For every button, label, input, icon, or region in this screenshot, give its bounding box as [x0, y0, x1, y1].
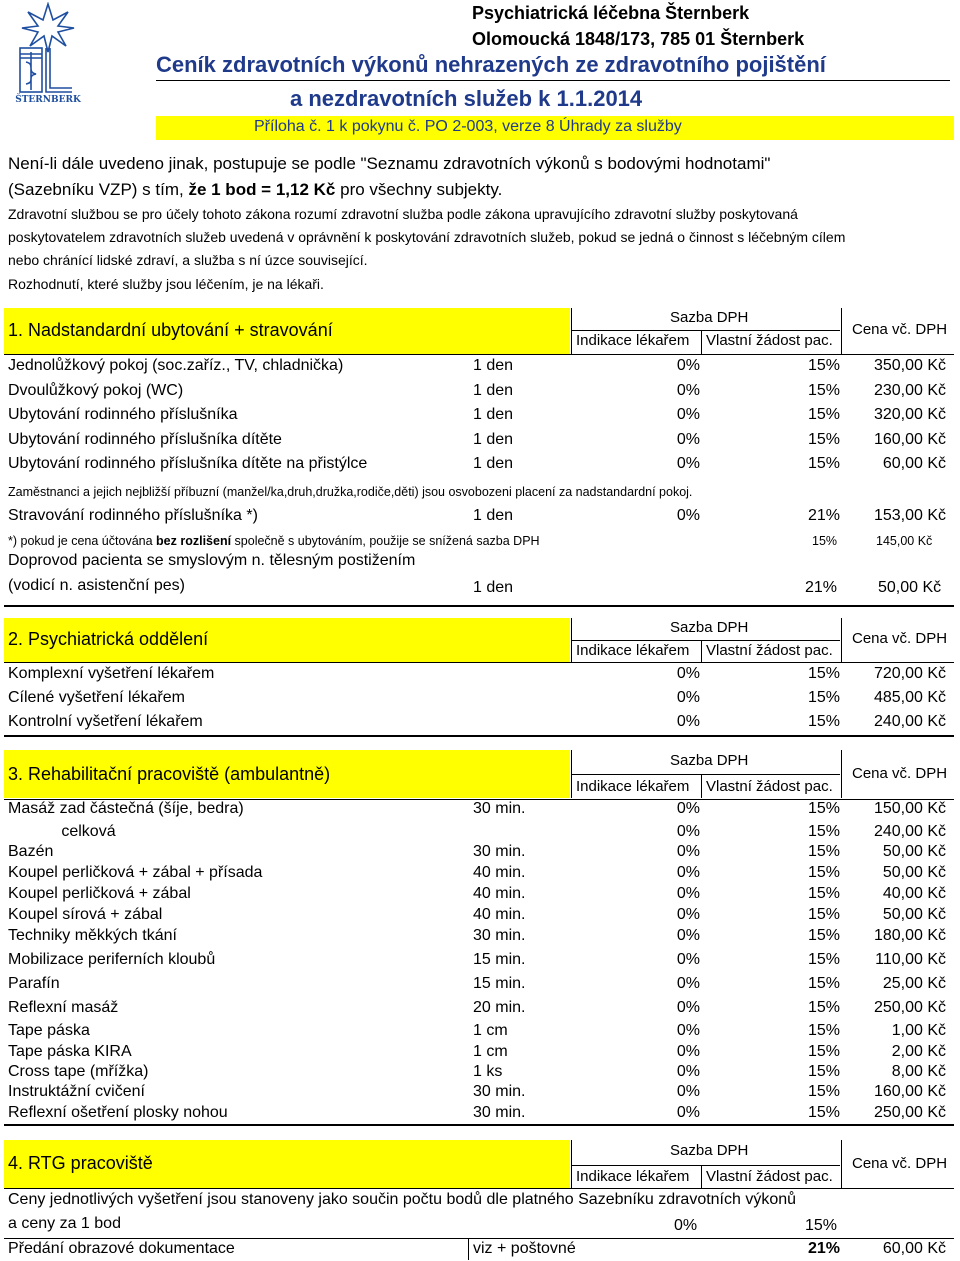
cell-vat1: 0%: [676, 455, 700, 472]
cell-vat2: 15%: [807, 975, 840, 992]
own-request-header: Vlastní žádost pac.: [706, 332, 833, 349]
vat-header: Sazba DPH: [670, 1142, 749, 1159]
cell-vat2: 15%: [807, 999, 840, 1016]
cell-price: 1,00 Kč: [891, 1022, 946, 1039]
table-row: Stravování rodinného příslušníka *) 1 den 0% 21% 153,00 Kč: [8, 507, 946, 524]
cell-price: 50,00 Kč: [882, 906, 946, 923]
cell-name: Ubytování rodinného příslušníka: [8, 406, 238, 423]
cell-name: Masáž zad částečná (šíje, bedra): [8, 800, 244, 817]
meal-note: *) pokud je cena účtována bez rozlišení společně s ubytováním, použije se snížená sazba DPH: [8, 534, 540, 548]
vat-header: Sazba DPH: [670, 309, 749, 326]
escort-price: 50,00 Kč: [878, 579, 942, 596]
cell-name: Kontrolní vyšetření lékařem: [8, 713, 203, 730]
cell-unit: 1 cm: [473, 1022, 508, 1039]
cell-price: 8,00 Kč: [891, 1063, 946, 1080]
cell-vat1: 0%: [676, 927, 700, 944]
cell-name: Dvoulůžkový pokoj (WC): [8, 381, 184, 399]
section2-title: 2. Psychiatrická oddělení: [8, 629, 209, 649]
cell-vat1: 0%: [676, 885, 700, 902]
cell-name: Techniky měkkých tkání: [8, 927, 177, 944]
cell-vat1: 0%: [676, 1104, 700, 1121]
cell-vat2: 15%: [807, 689, 840, 706]
cell-name: Koupel perličková + zábal: [8, 885, 191, 902]
cell-vat2: 15%: [807, 1083, 840, 1100]
cell-name: Ubytování rodinného příslušníka dítěte na přistýlce: [8, 455, 368, 472]
cell-vat2: 15%: [807, 381, 840, 399]
table-row: [8, 996, 948, 1020]
page-title: Ceník zdravotních výkonů nehrazených ze zdravotního pojištění: [156, 52, 826, 77]
cell-vat2: 15%: [807, 1104, 840, 1121]
cell-name: Koupel perličková + zábal + přísada: [8, 864, 263, 881]
cell-vat1: 0%: [676, 843, 700, 860]
cell-unit: 15 min.: [473, 951, 526, 968]
cell-vat1: 0%: [676, 1063, 700, 1080]
cell-unit: 30 min.: [473, 1104, 526, 1121]
cell-unit: 40 min.: [473, 906, 526, 923]
cell-vat1: 0%: [676, 381, 700, 399]
cell-name: Parafín: [8, 975, 60, 992]
page-subtitle: a nezdravotních služeb k 1.1.2014: [290, 86, 643, 111]
cell-name: Reflexní ošetření plosky nohou: [8, 1104, 228, 1121]
cell-vat1: 0%: [676, 800, 700, 817]
cell-price: 150,00 Kč: [873, 800, 946, 817]
cell-vat1: 0%: [676, 951, 700, 968]
org-address: Olomoucká 1848/173, 785 01 Šternberk: [472, 29, 805, 49]
cell-vat2: 15%: [807, 1063, 840, 1080]
table-row: [8, 354, 948, 378]
intro-line-5: nebo chránící lidské zdraví, a služba s ní úzce související.: [8, 252, 368, 268]
cell-vat2: 15%: [807, 800, 840, 817]
cell-price: 720,00 Kč: [873, 665, 946, 682]
cell-price: 250,00 Kč: [873, 1104, 946, 1121]
cell-price: 250,00 Kč: [873, 999, 946, 1016]
intro-line-6: Rozhodnutí, které služby jsou léčením, je na lékaři.: [8, 276, 324, 292]
cell-vat1: 0%: [676, 999, 700, 1016]
escort-line-1: Doprovod pacienta se smyslovým n. tělesným postižením: [8, 552, 416, 569]
cell-vat2: 15%: [807, 665, 840, 682]
cell-name: Tape páska: [8, 1022, 90, 1039]
own-request-header: Vlastní žádost pac.: [706, 642, 833, 659]
cell-name: Mobilizace periferních kloubů: [8, 951, 216, 968]
table-row: [8, 428, 948, 452]
cell-vat1: 0%: [676, 864, 700, 881]
cell-unit: 1 den: [473, 455, 514, 472]
cell-vat1: 0%: [676, 665, 700, 682]
cell-unit: 40 min.: [473, 885, 526, 902]
logo-text: ŠTERNBERK: [15, 95, 81, 105]
cell-vat2: 15%: [807, 455, 840, 472]
cell-vat2: 15%: [807, 357, 840, 374]
cell-name: Bazén: [8, 843, 54, 860]
cell-name: celková: [8, 823, 116, 840]
cell-vat1: 0%: [676, 406, 700, 423]
table-row: [8, 924, 948, 948]
intro-line-3: Zdravotní službou se pro účely tohoto zákona rozumí zdravotní služba podle zákona upravujícího zdravotní služby poskytovaná: [8, 206, 798, 222]
meal-note-vat: 15%: [812, 534, 838, 548]
table-row: Předání obrazové dokumentace viz + poštovné 21% 60,00 Kč: [8, 1240, 946, 1257]
cell-vat1: 0%: [676, 1022, 700, 1039]
vat-header: Sazba DPH: [670, 752, 749, 769]
cell-unit: 15 min.: [473, 975, 526, 992]
table-row: [8, 403, 948, 427]
price-header: Cena vč. DPH: [852, 321, 948, 338]
employees-note: Zaměstnanci a jejich nejbližší příbuzní (manžel/ka,druh,družka,rodiče,děti) jsou osvobozeni placení za nadstandardní pokoj.: [8, 485, 693, 499]
table-row: [8, 686, 948, 710]
rtg-note-line-1: Ceny jednotlivých vyšetření jsou stanoveny jako součin počtu bodů dle platného Sazebníku zdravotních výkonů: [8, 1191, 797, 1208]
table-row: [8, 710, 948, 734]
cell-vat1: 0%: [676, 1043, 700, 1060]
hospital-logo-icon: [8, 2, 88, 106]
cell-unit: 30 min.: [473, 1083, 526, 1100]
org-name: Psychiatrická léčebna Šternberk: [472, 3, 750, 23]
cell-vat2: 15%: [807, 864, 840, 881]
cell-vat2: 15%: [807, 885, 840, 902]
cell-unit: 1 cm: [473, 1043, 508, 1060]
own-request-header: Vlastní žádost pac.: [706, 1168, 833, 1185]
table-row: [8, 1101, 948, 1125]
indication-header: Indikace lékařem: [576, 1168, 690, 1185]
cell-vat2: 15%: [807, 1043, 840, 1060]
cell-name: Cross tape (mřížka): [8, 1063, 149, 1080]
cell-price: 160,00 Kč: [873, 1083, 946, 1100]
cell-vat2: 15%: [807, 713, 840, 730]
cell-price: 50,00 Kč: [882, 843, 946, 860]
price-header: Cena vč. DPH: [852, 765, 948, 782]
cell-price: 240,00 Kč: [873, 713, 946, 730]
cell-vat1: 0%: [676, 975, 700, 992]
cell-price: 50,00 Kč: [882, 864, 946, 881]
table-row: [8, 662, 948, 686]
cell-unit: 1 den: [473, 357, 514, 374]
section1-title: 1. Nadstandardní ubytování + stravování: [8, 320, 333, 340]
cell-vat2: 15%: [807, 430, 840, 448]
cell-price: 40,00 Kč: [882, 885, 946, 902]
cell-price: 350,00 Kč: [873, 357, 946, 374]
intro-line-4: poskytovatelem zdravotních služeb uvedená v oprávnění k poskytování zdravotních služeb, pokud se jedná o činnost s léčebným cílem: [8, 229, 846, 245]
cell-unit: 1 den: [473, 406, 514, 423]
cell-price: 110,00 Kč: [875, 951, 946, 968]
rtg-note-vat2: 15%: [805, 1217, 838, 1234]
vat-header: Sazba DPH: [670, 619, 749, 636]
escort-unit: 1 den: [473, 579, 514, 596]
own-request-header: Vlastní žádost pac.: [706, 778, 833, 795]
cell-name: Koupel sírová + zábal: [8, 906, 163, 923]
cell-vat1: 0%: [676, 713, 700, 730]
escort-vat: 21%: [805, 579, 838, 596]
table-row: [8, 972, 948, 996]
cell-vat2: 15%: [807, 1022, 840, 1039]
cell-price: 2,00 Kč: [891, 1043, 946, 1060]
cell-price: 60,00 Kč: [882, 455, 946, 472]
appendix-text: Příloha č. 1 k pokynu č. PO 2-003, verze 8 Úhrady za služby: [254, 118, 682, 135]
intro-line-1: Není-li dále uvedeno jinak, postupuje se podle "Seznamu zdravotních výkonů s bodovými hodnotami": [8, 154, 771, 173]
cell-unit: 20 min.: [473, 999, 526, 1016]
cell-name: Jednolůžkový pokoj (soc.zaříz., TV, chladnička): [8, 357, 344, 374]
intro-line-2: (Sazebníku VZP) s tím, že 1 bod = 1,12 Kč pro všechny subjekty.: [8, 180, 503, 199]
cell-vat1: 0%: [676, 906, 700, 923]
cell-unit: 1 den: [473, 381, 514, 399]
cell-vat2: 15%: [807, 406, 840, 423]
indication-header: Indikace lékařem: [576, 642, 690, 659]
table-row: [8, 452, 948, 476]
cell-price: 230,00 Kč: [873, 381, 946, 399]
cell-unit: 30 min.: [473, 927, 526, 944]
price-header: Cena vč. DPH: [852, 1155, 948, 1172]
cell-name: Tape páska KIRA: [8, 1043, 132, 1060]
escort-line-2: (vodicí n. asistenční pes): [8, 577, 185, 594]
cell-price: 25,00 Kč: [882, 975, 946, 992]
cell-price: 160,00 Kč: [873, 430, 946, 448]
cell-vat2: 15%: [807, 823, 840, 840]
cell-vat2: 15%: [807, 906, 840, 923]
cell-price: 485,00 Kč: [873, 689, 946, 706]
cell-name: Komplexní vyšetření lékařem: [8, 665, 215, 682]
indication-header: Indikace lékařem: [576, 778, 690, 795]
cell-vat1: 0%: [676, 823, 700, 840]
section4-title: 4. RTG pracoviště: [8, 1153, 153, 1173]
cell-vat1: 0%: [676, 430, 700, 448]
cell-price: 180,00 Kč: [873, 927, 946, 944]
cell-unit: 1 ks: [473, 1063, 503, 1080]
cell-vat2: 15%: [807, 927, 840, 944]
rtg-note-vat1: 0%: [674, 1217, 698, 1234]
cell-vat1: 0%: [676, 357, 700, 374]
table-row: [8, 379, 948, 403]
cell-vat2: 15%: [807, 951, 840, 968]
table-row: [8, 948, 948, 972]
cell-unit: 30 min.: [473, 843, 526, 860]
price-header: Cena vč. DPH: [852, 630, 948, 647]
cell-unit: 1 den: [473, 430, 514, 448]
indication-header: Indikace lékařem: [576, 332, 690, 349]
table-row: [8, 797, 948, 821]
cell-vat2: 15%: [807, 843, 840, 860]
cell-price: 240,00 Kč: [873, 823, 946, 840]
section3-title: 3. Rehabilitační pracoviště (ambulantně): [8, 764, 331, 784]
cell-name: Cílené vyšetření lékařem: [8, 689, 185, 706]
cell-price: 320,00 Kč: [873, 406, 946, 423]
cell-name: Instruktážní cvičení: [8, 1083, 145, 1100]
cell-name: Reflexní masáž: [8, 999, 119, 1016]
cell-unit: 40 min.: [473, 864, 526, 881]
cell-vat1: 0%: [676, 1083, 700, 1100]
cell-vat1: 0%: [676, 689, 700, 706]
meal-note-price: 145,00 Kč: [876, 534, 933, 548]
cell-unit: 30 min.: [473, 800, 526, 817]
rtg-note-line-2: a ceny za 1 bod: [8, 1215, 121, 1232]
cell-name: Ubytování rodinného příslušníka dítěte: [8, 430, 282, 448]
